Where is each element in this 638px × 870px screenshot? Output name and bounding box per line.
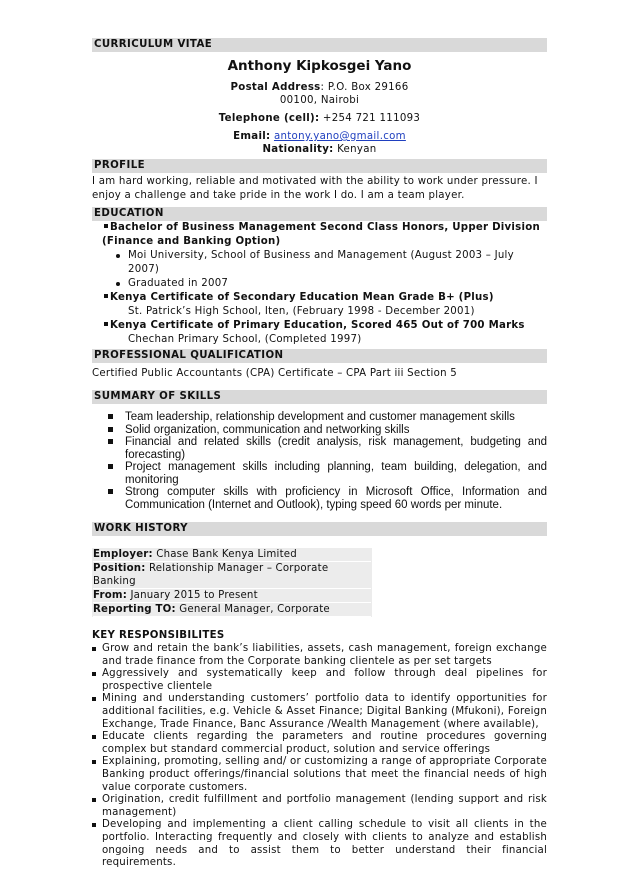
telephone-value: +254 721 111093	[319, 113, 421, 124]
contact-block	[92, 81, 547, 156]
kcse-text: Kenya Certificate of Secondary Education Mean Grade B+ (Plus)	[110, 292, 494, 303]
education-block	[92, 221, 547, 347]
kcse-school: St. Patrick’s High School, Iten, (February 1998 - December 2001)	[128, 306, 475, 317]
profile-text: I am hard working, reliable and motivated with the ability to work under pressure. I enjoy a challenge and take pride in the work I do. I am a team player.	[92, 176, 538, 201]
nationality-value: Kenyan	[333, 144, 377, 155]
list-item: Educate clients regarding the parameters and routine procedures governing complex but standard commercial product, solution and service offerings	[92, 731, 547, 756]
list-item: Strong computer skills with proficiency in Microsoft Office, Information and Communication (Internet and Outlook), typing speed 60 words per minute.	[92, 486, 547, 511]
list-item: Mining and understanding customers’ portfolio data to identify opportunities for additional facilities, e.g. Vehicle & Asset Finance; Digital Banking (Mfukoni), Foreign Exchange, Trade Finance, Banc Assurance /Wealth Management (where available),	[92, 693, 547, 731]
postal-line2: 00100, Nairobi	[279, 95, 360, 106]
employer-row: Employer: Chase Bank Kenya Limited	[93, 548, 371, 562]
position-row: Position: Relationship Manager – Corporate Banking	[93, 562, 371, 589]
list-item: Explaining, promoting, selling and/ or customizing a range of appropriate Corporate Banking product offerings/financial solutions that meet the financial needs of high value corporate customers.	[92, 756, 547, 794]
postal-label: Postal Address	[230, 82, 321, 93]
list-item: Financial and related skills (credit analysis, risk management, budgeting and forecasting)	[92, 436, 547, 461]
list-item: Team leadership, relationship development and customer management skills	[92, 411, 547, 424]
responsibilities-list	[92, 643, 547, 870]
reporting-row: Reporting TO: General Manager, Corporate	[93, 603, 371, 617]
kcpe-title	[102, 319, 547, 333]
qualification-heading: PROFESSIONAL QUALIFICATION	[92, 349, 547, 363]
email-label: Email:	[233, 131, 271, 142]
nationality-label: Nationality:	[262, 144, 334, 155]
cv-title-bar: CURRICULUM VITAE	[92, 38, 547, 52]
list-item: Graduated in 2007	[102, 277, 547, 291]
skills-heading: SUMMARY OF SKILLS	[92, 390, 547, 404]
kcpe-text: Kenya Certificate of Primary Education, Scored 465 Out of 700 Marks	[110, 320, 525, 331]
list-item: Moi University, School of Business and Management (August 2003 – July 2007)	[102, 249, 547, 277]
kcse-title	[102, 291, 547, 305]
telephone-label: Telephone (cell):	[218, 113, 320, 124]
degree-text: Bachelor of Business Management Second Class Honors, Upper Division (Finance and Banking Option)	[102, 222, 540, 247]
from-row: From: January 2015 to Present	[93, 589, 371, 603]
list-item: Developing and implementing a client calling schedule to visit all clients in the portfolio. Interacting frequently and closely with clients to analyze and establish ongoing needs and to assist them to better understand their financial requirements.	[92, 819, 547, 869]
degree-title	[102, 221, 547, 249]
cv-page	[92, 0, 547, 870]
email-link[interactable]: antony.yano@gmail.com	[273, 131, 406, 142]
education-heading: EDUCATION	[92, 207, 547, 221]
responsibilities-heading: KEY RESPONSIBILITES	[92, 630, 225, 641]
postal-value: : P.O. Box 29166	[320, 82, 409, 93]
list-item: Aggressively and systematically keep and follow through deal pipelines for prospective clientele	[92, 668, 547, 693]
list-item: Project management skills including planning, team building, delegation, and monitoring	[92, 461, 547, 486]
list-item: Origination, credit fulfillment and portfolio management (lending support and risk management)	[92, 794, 547, 819]
list-item: Solid organization, communication and networking skills	[92, 424, 547, 437]
profile-heading: PROFILE	[92, 159, 547, 173]
employment-table	[92, 548, 372, 617]
candidate-name: Anthony Kipkosgei Yano	[227, 58, 412, 74]
qualification-text: Certified Public Accountants (CPA) Certificate – CPA Part iii Section 5	[92, 368, 458, 379]
work-heading: WORK HISTORY	[92, 522, 547, 536]
skills-list	[92, 411, 547, 511]
kcpe-school: Chechan Primary School, (Completed 1997)	[128, 334, 362, 345]
list-item: Grow and retain the bank’s liabilities, assets, cash management, foreign exchange and trade finance from the Corporate banking clientele as per set targets	[92, 643, 547, 668]
